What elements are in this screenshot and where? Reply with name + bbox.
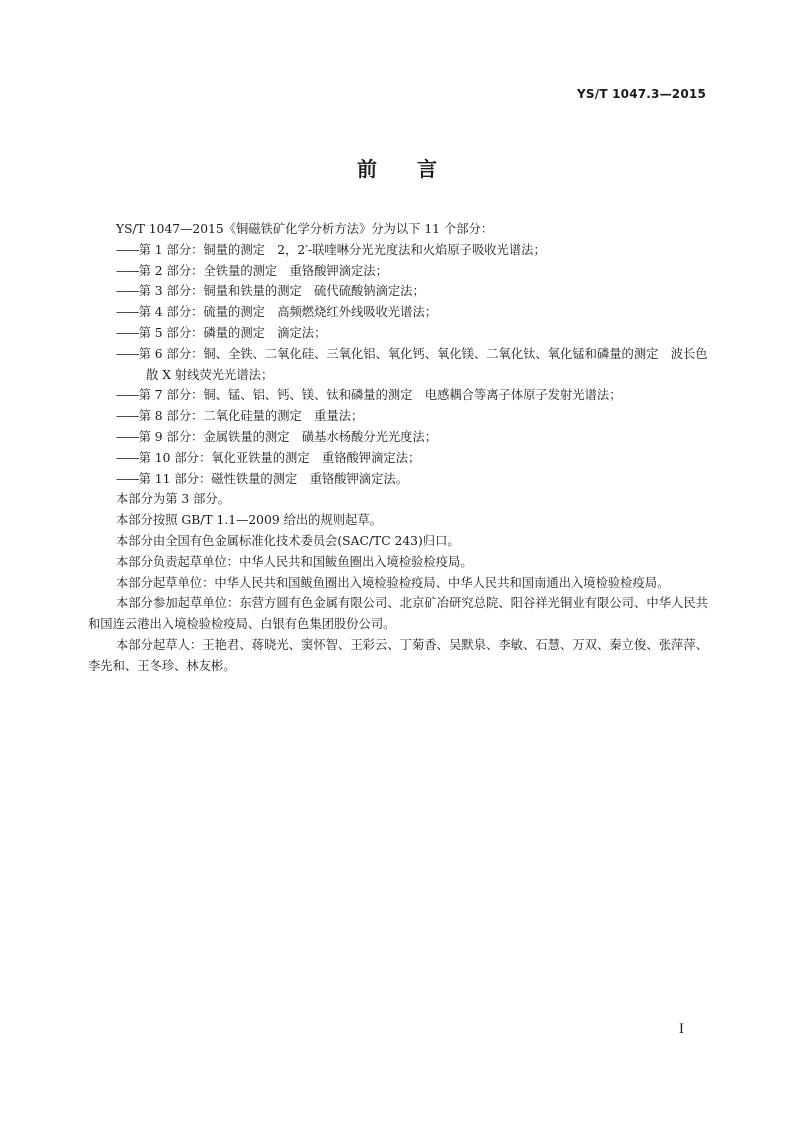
part-item-8 xyxy=(88,406,708,427)
dash-marker: —— xyxy=(116,325,139,340)
part-item-6 xyxy=(88,344,708,386)
part-item-2 xyxy=(88,261,708,282)
page-number: I xyxy=(678,1022,684,1037)
technical-committee-statement: 本部分由全国有色金属标准化技术委员会(SAC/TC 243)归口。 xyxy=(116,533,460,548)
part-statement: 本部分为第 3 部分。 xyxy=(116,492,231,507)
drafting-rules-statement: 本部分按照 GB/T 1.1—2009 给出的规则起草。 xyxy=(116,513,382,528)
drafters: 本部分起草人：王艳君、蒋晓光、窦怀智、王彩云、丁菊香、吴默泉、李敏、石慧、万双、秦立俊、张萍萍、李先和、王冬珍、林友彬。 xyxy=(88,637,708,673)
dash-marker: —— xyxy=(116,471,139,486)
part-item-text: 第 1 部分：铜量的测定 2，2′-联喹啉分光光度法和火焰原子吸收光谱法； xyxy=(138,242,546,257)
part-item-text: 第 4 部分：硫量的测定 高频燃烧红外线吸收光谱法； xyxy=(138,305,438,320)
part-item-text: 第 8 部分：二氧化硅量的测定 重量法； xyxy=(138,409,364,424)
part-item-11 xyxy=(88,469,708,490)
page-title: 前言 xyxy=(357,157,477,181)
part-item-text: 第 3 部分：铜量和铁量的测定 硫代硫酸钠滴定法； xyxy=(138,284,425,299)
part-item-1 xyxy=(88,240,708,261)
dash-marker: —— xyxy=(116,388,139,403)
dash-marker: —— xyxy=(116,284,139,299)
parts-list xyxy=(88,240,708,490)
dash-marker: —— xyxy=(116,346,139,361)
standard-number: YS/T 1047.3—2015 xyxy=(577,87,706,101)
dash-marker: —— xyxy=(116,450,139,465)
dash-marker: —— xyxy=(116,429,139,444)
dash-marker: —— xyxy=(116,263,139,278)
participating-drafting-units: 本部分参加起草单位：东营方圆有色金属有限公司、北京矿冶研究总院、阳谷祥光铜业有限公司、中华人民共和国连云港出入境检验检疫局、白银有色集团股份公司。 xyxy=(88,596,708,632)
dash-marker: —— xyxy=(116,242,139,257)
part-item-text: 第 11 部分：磁性铁量的测定 重铬酸钾滴定法。 xyxy=(138,471,408,486)
dash-marker: —— xyxy=(116,305,139,320)
responsible-drafting-unit: 本部分负责起草单位：中华人民共和国鲅鱼圈出入境检验检疫局。 xyxy=(116,554,473,569)
intro-paragraph: YS/T 1047—2015《铜磁铁矿化学分析方法》分为以下 11 个部分： xyxy=(116,222,494,236)
part-item-text: 第 2 部分：全铁量的测定 重铬酸钾滴定法； xyxy=(138,263,388,278)
part-item-text: 第 10 部分：氧化亚铁量的测定 重铬酸钾滴定法； xyxy=(138,450,421,465)
dash-marker: —— xyxy=(116,409,139,424)
part-item-text: 第 5 部分：磷量的测定 滴定法； xyxy=(138,325,327,340)
drafting-units: 本部分起草单位：中华人民共和国鲅鱼圈出入境检验检疫局、中华人民共和国南通出入境检验检疫局。 xyxy=(116,575,670,590)
part-item-5 xyxy=(88,323,708,344)
part-item-7 xyxy=(88,385,708,406)
foreword-body xyxy=(88,219,708,677)
part-item-9 xyxy=(88,427,708,448)
part-item-text: 第 7 部分：铜、锰、铝、钙、镁、钛和磷量的测定 电感耦合等离子体原子发射光谱法； xyxy=(138,388,622,403)
part-item-4 xyxy=(88,302,708,323)
part-item-text: 第 6 部分：铜、全铁、二氧化硅、三氧化铝、氧化钙、氧化镁、二氧化钛、氧化锰和磷量的测定 波长色散 X 射线荧光光谱法； xyxy=(138,346,708,382)
part-item-10 xyxy=(88,448,708,469)
part-item-3 xyxy=(88,281,708,302)
part-item-text: 第 9 部分：金属铁量的测定 磺基水杨酸分光光度法； xyxy=(138,429,438,444)
